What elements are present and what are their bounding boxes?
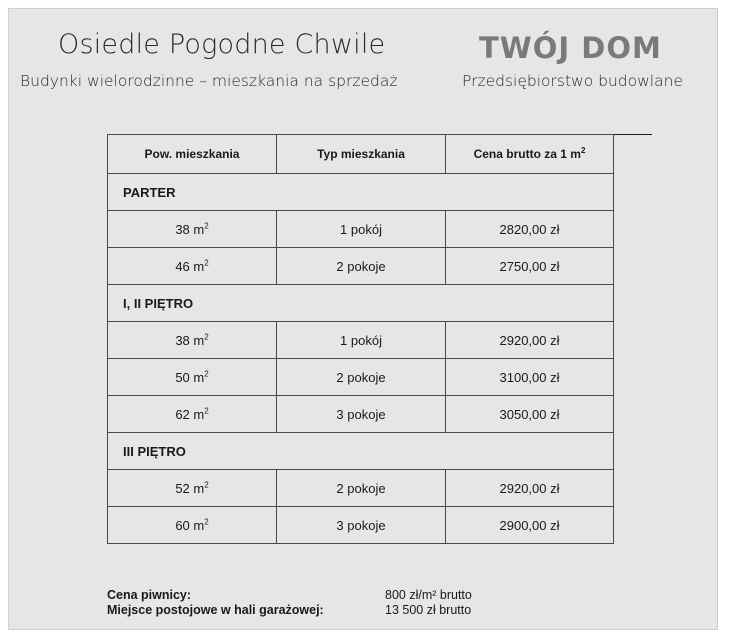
area-cell: 60 $m^2$ [108, 507, 277, 544]
price-cell: 2920,00 zł [446, 322, 614, 359]
type-cell: 2 pokoje [277, 470, 446, 507]
table-row [108, 359, 614, 396]
type-cell: 1 pokój [277, 211, 446, 248]
price-table [107, 134, 614, 544]
type-cell: 3 pokoje [277, 396, 446, 433]
brand-subtitle: Przedsiębiorstwo budowlane [462, 72, 683, 90]
price-cell: 2750,00 zł [446, 248, 614, 285]
cellar-label: Cena piwnicy: [107, 588, 192, 602]
table-row [108, 248, 614, 285]
cellar-value: 800 zł/m² brutto [385, 588, 472, 602]
area-cell: 50 $m^2$ [108, 359, 277, 396]
table-row [108, 211, 614, 248]
brand-logo-text: TWÓJ DOM [479, 31, 662, 65]
col-header-type: Typ mieszkania [277, 135, 446, 174]
section-label: I, II PIĘTRO [108, 285, 614, 322]
table-row [108, 470, 614, 507]
price-cell: 3050,00 zł [446, 396, 614, 433]
col-header-price: Cena brutto za 1 $m^2$ [446, 135, 614, 174]
estate-title: Osiedle Pogodne Chwile [58, 29, 386, 60]
cellar-price-row [107, 588, 472, 603]
table-row [108, 396, 614, 433]
type-cell: 3 pokoje [277, 507, 446, 544]
section-label: PARTER [108, 174, 614, 211]
estate-subtitle: Budynki wielorodzinne – mieszkania na sprzedaż [20, 72, 398, 90]
section-row [108, 285, 614, 322]
table-row [108, 322, 614, 359]
area-cell: 38 $m^2$ [108, 211, 277, 248]
type-cell: 2 pokoje [277, 248, 446, 285]
price-cell: 2900,00 zł [446, 507, 614, 544]
price-cell: 3100,00 zł [446, 359, 614, 396]
footer-notes [107, 588, 472, 618]
parking-value: 13 500 zł brutto [385, 603, 472, 617]
type-cell: 2 pokoje [277, 359, 446, 396]
type-cell: 1 pokój [277, 322, 446, 359]
section-label: III PIĘTRO [108, 433, 614, 470]
area-cell: 38 $m^2$ [108, 322, 277, 359]
parking-price-row [107, 603, 472, 618]
price-cell: 2920,00 zł [446, 470, 614, 507]
area-cell: 52 $m^2$ [108, 470, 277, 507]
parking-label: Miejsce postojowe w hali garażowej: [107, 603, 324, 617]
area-cell: 46 $m^2$ [108, 248, 277, 285]
table-row [108, 507, 614, 544]
header-rule [612, 134, 652, 135]
area-cell: 62 $m^2$ [108, 396, 277, 433]
price-cell: 2820,00 zł [446, 211, 614, 248]
section-row [108, 174, 614, 211]
col-header-area: Pow. mieszkania [108, 135, 277, 174]
table-header-row [108, 135, 614, 174]
section-row [108, 433, 614, 470]
